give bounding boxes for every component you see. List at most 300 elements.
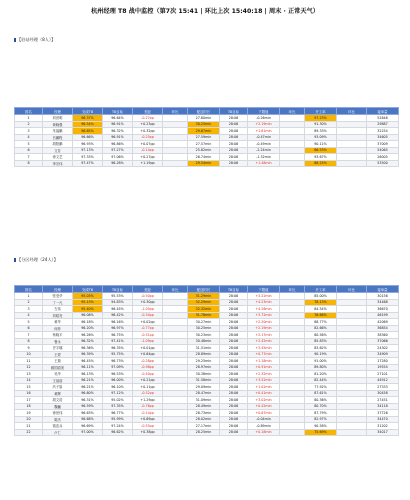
table-cell: 黄华 [43, 319, 73, 326]
column-header: 下限值 [248, 108, 280, 115]
table-cell: 16 [15, 390, 43, 397]
table-cell: 38360 [367, 332, 399, 339]
table-cell: 96.62% [103, 429, 133, 436]
table-cell: 陈杰 [43, 416, 73, 423]
table-cell: +1.19pp [133, 160, 163, 167]
table-cell: 21 [15, 423, 43, 430]
table-cell: 37726 [367, 410, 399, 417]
table-cell: -2.24min [248, 147, 280, 154]
table-cell: 28:06 [220, 147, 248, 154]
table-cell: 34017 [367, 429, 399, 436]
table-cell: 7 [15, 332, 43, 339]
table-cell: 11 [15, 358, 43, 365]
table-cell: +2.19min [248, 121, 280, 128]
table-cell: 朱福鹏 [43, 128, 73, 135]
table-cell: 28:06 [220, 312, 248, 319]
table-cell: 37009 [367, 141, 399, 148]
table-cell: 96.13% [73, 371, 103, 378]
table-cell: 34468 [367, 299, 399, 306]
table-cell: 96.68% [73, 416, 103, 423]
table-cell: 97.00% [73, 429, 103, 436]
table-cell: +0.38pp [133, 429, 163, 436]
column-header: 环比 [163, 286, 188, 293]
table-cell: 52846 [367, 115, 399, 122]
table-cell: +0.64pp [133, 351, 163, 358]
column-header: 排名 [15, 286, 43, 293]
table-cell: 丁一凡 [43, 299, 73, 306]
table-cell: 28:06 [220, 325, 248, 332]
table-cell: 76.68% [305, 312, 337, 319]
table-cell: 黄晓强 [43, 121, 73, 128]
table-cell: 96.45% [103, 306, 133, 313]
table-cell: 96.77% [103, 410, 133, 417]
table-cell: +3.52min [248, 377, 280, 384]
section-label-text: 【分区经理（24人）】 [17, 257, 58, 262]
table-cell [280, 160, 305, 167]
table-cell: 54065 [367, 147, 399, 154]
table-cell: 97.47% [73, 160, 103, 167]
table-cell: 96.32% [103, 128, 133, 135]
table-cell: 29.67min [188, 128, 220, 135]
table-cell: 80.56% [305, 332, 337, 339]
table-cell: 18 [15, 403, 43, 410]
table-cell: 28:06 [220, 403, 248, 410]
table-cell: 25.82min [188, 147, 220, 154]
table-cell: 78.13% [305, 299, 337, 306]
table-cell: 王蓓蓓 [43, 377, 73, 384]
table-cell: 28:06 [220, 384, 248, 391]
table-cell: 3 [15, 306, 43, 313]
table-cell: +0.69pp [133, 416, 163, 423]
table-cell: 9 [15, 345, 43, 352]
table-cell: 14 [15, 377, 43, 384]
table-cell: 28:06 [220, 364, 248, 371]
table-cell: +0.23pp [133, 121, 163, 128]
table-cell: 3 [15, 128, 43, 135]
table-cell: 90.19% [305, 351, 337, 358]
table-cell: +0.32pp [133, 128, 163, 135]
table-cell: 84.54% [305, 306, 337, 313]
table-cell: 95.53% [103, 293, 133, 300]
table-cell [163, 160, 188, 167]
table-cell: 28:06 [220, 134, 248, 141]
table-cell: 31.58min [188, 377, 220, 384]
table-cell: 27451 [367, 397, 399, 404]
table-cell: -0.50pp [133, 293, 163, 300]
table-cell: 32254 [367, 128, 399, 135]
column-header: 完成T8 [73, 108, 103, 115]
table-cell: 李宗伟 [43, 160, 73, 167]
table-cell: 91.30% [305, 121, 337, 128]
table-cell: +3.02min [248, 397, 280, 404]
table-row [15, 429, 399, 436]
table-cell: -0.49min [248, 141, 280, 148]
table-cell: 28:06 [220, 358, 248, 365]
table-cell: 95.99% [103, 416, 133, 423]
table-cell: 30458 [367, 390, 399, 397]
table-cell: 17280 [367, 358, 399, 365]
table-cell: 27.57min [188, 141, 220, 148]
table-cell: +3.22min [248, 293, 280, 300]
column-header: 差距 [133, 286, 163, 293]
table-cell: 5 [15, 319, 43, 326]
table-cell: 7 [15, 154, 43, 161]
table-cell: 44912 [367, 377, 399, 384]
table-cell: 31.51min [188, 345, 220, 352]
table-cell: 96.31% [73, 397, 103, 404]
district-manager-table [14, 285, 399, 436]
table-cell: 6 [15, 325, 43, 332]
table-cell: 32.32min [188, 306, 220, 313]
table-cell: 96.16% [103, 319, 133, 326]
table-cell: +0.77min [248, 351, 280, 358]
table-cell: +2.42min [248, 338, 280, 345]
table-cell: 80.36% [305, 397, 337, 404]
table-cell: 95.75% [103, 351, 133, 358]
table-cell: -0.52pp [133, 390, 163, 397]
table-cell: 28:06 [220, 154, 248, 161]
table-cell: 96.91% [103, 134, 133, 141]
table-cell: 王蒙 [43, 351, 73, 358]
table-cell: +3.72min [248, 312, 280, 319]
column-header: 排名 [15, 108, 43, 115]
table-cell: 96.93% [73, 141, 103, 148]
table-cell: 93.09% [305, 134, 337, 141]
table-cell: 顾国清美 [43, 364, 73, 371]
table-cell: 28:06 [220, 410, 248, 417]
table-cell: 88.25% [305, 160, 337, 167]
table-cell: 4 [15, 134, 43, 141]
table-cell: 91.00% [305, 358, 337, 365]
table-cell: 96.59% [73, 403, 103, 410]
table-cell: 94.83% [103, 299, 133, 306]
table-cell: 96.35% [103, 345, 133, 352]
table-cell: 31.09min [188, 397, 220, 404]
table-cell: 36854 [367, 325, 399, 332]
table-cell: 28:06 [220, 121, 248, 128]
table-cell: 28:06 [220, 416, 248, 423]
column-header: T8目标 [220, 286, 248, 293]
table-cell: 22 [15, 429, 43, 436]
table-cell: 27.80min [188, 115, 220, 122]
table-cell: 10 [15, 351, 43, 358]
section-label-district-managers [14, 257, 58, 263]
table-cell: 31202 [367, 423, 399, 430]
table-cell: 37066 [367, 338, 399, 345]
table-cell: -1.32min [248, 154, 280, 161]
table-body [15, 293, 399, 436]
table-cell: 28:06 [220, 338, 248, 345]
table-cell: 96.32% [73, 338, 103, 345]
table-cell: 27.17min [188, 423, 220, 430]
column-header: T8目标 [103, 108, 133, 115]
table-cell: 96.54% [73, 121, 103, 128]
table-cell: 30.38min [188, 371, 220, 378]
table-cell: 28:06 [220, 423, 248, 430]
table-cell: 28:06 [220, 377, 248, 384]
table-cell [337, 429, 367, 436]
table-cell: 28:06 [220, 128, 248, 135]
table-cell: 96.21% [73, 384, 103, 391]
table-cell: 97.41% [103, 338, 133, 345]
table-cell: 4 [15, 312, 43, 319]
table-row [15, 160, 399, 167]
column-header: 接单量 [367, 108, 399, 115]
table-cell: 53500 [367, 160, 399, 167]
table-cell: 卢仁 [43, 429, 73, 436]
table-cell: 90.58% [305, 423, 337, 430]
table-cell: -0.27pp [133, 115, 163, 122]
table-cell: 28:06 [220, 319, 248, 326]
table-cell: 何菲 [43, 325, 73, 332]
table-cell: 胡文浩 [43, 397, 73, 404]
table-cell: 96.21% [73, 377, 103, 384]
table-cell: 34605 [367, 134, 399, 141]
table-cell: 胡阳鹏 [43, 141, 73, 148]
table-cell: 6 [15, 147, 43, 154]
section-label-station-managers [14, 37, 55, 43]
table-cell: 28.89min [188, 351, 220, 358]
table-cell: 19554 [367, 364, 399, 371]
table-cell: 89.80% [305, 364, 337, 371]
table-cell: 97.13% [73, 147, 103, 154]
table-cell: 42069 [367, 319, 399, 326]
table-cell: 钱忠兵 [43, 423, 73, 430]
table-cell: 96.28% [103, 160, 133, 167]
table-cell: -0.14pp [133, 147, 163, 154]
table-cell: 刘世明 [43, 115, 73, 122]
table-cell [163, 429, 188, 436]
table-cell: -0.98pp [133, 364, 163, 371]
table-cell: -0.77pp [133, 325, 163, 332]
table-cell: 徐文艺 [43, 154, 73, 161]
table-cell: 24302 [367, 345, 399, 352]
column-header: 接单量 [367, 286, 399, 293]
table-cell: 86.53% [305, 147, 337, 154]
table-cell: 2 [15, 121, 43, 128]
table-cell: 29.25min [188, 358, 220, 365]
table-cell: 81.20% [305, 371, 337, 378]
table-cell: +0.11pp [133, 384, 163, 391]
table-cell: 27101 [367, 371, 399, 378]
table-cell: 5 [15, 141, 43, 148]
table-cell: 12 [15, 364, 43, 371]
column-header: 环比 [280, 108, 305, 115]
table-cell: +2.20min [248, 319, 280, 326]
table-cell: 29.09min [188, 384, 220, 391]
table-cell: +0.01pp [133, 345, 163, 352]
table-cell: 77.92% [305, 384, 337, 391]
table-cell: 28:06 [220, 332, 248, 339]
table-cell: 28:06 [220, 306, 248, 313]
table-cell [337, 160, 367, 167]
table-cell: 97.06% [103, 154, 133, 161]
table-cell: 28.49min [188, 403, 220, 410]
table-cell: +2.17min [248, 332, 280, 339]
column-header: 环比 [280, 286, 305, 293]
table-cell: 28.25min [188, 429, 220, 436]
table-cell: 冯子原 [43, 384, 73, 391]
table-cell: 吴华 [43, 371, 73, 378]
column-header: 配送时长 [188, 108, 220, 115]
table-body [15, 115, 399, 167]
table-cell: 史宇娜 [43, 345, 73, 352]
table-cell: 96.53% [103, 371, 133, 378]
table-cell: 96.37% [73, 115, 103, 122]
table-cell: +4.26min [248, 306, 280, 313]
column-header: 环比 [337, 108, 367, 115]
table-cell: 96.39% [73, 351, 103, 358]
table-cell: 20 [15, 416, 43, 423]
table-cell: 26.74min [188, 154, 220, 161]
column-header: 开工率 [305, 108, 337, 115]
table-cell: 96.66% [73, 134, 103, 141]
table-cell: 34470 [367, 416, 399, 423]
column-header: 差距 [133, 108, 163, 115]
column-header: T8目标 [103, 286, 133, 293]
table-cell: -0.26min [248, 115, 280, 122]
table-cell: 97.09% [103, 364, 133, 371]
column-header: 环比 [163, 108, 188, 115]
table-cell: 28:06 [220, 390, 248, 397]
table-cell: 36670 [367, 306, 399, 313]
table-cell: +0.67min [248, 410, 280, 417]
table-cell: +0.21pp [133, 377, 163, 384]
table-cell: 29.54min [188, 160, 220, 167]
column-header: 下限值 [248, 286, 280, 293]
table-cell: 15 [15, 384, 43, 391]
table-cell: +1.18min [248, 358, 280, 365]
table-cell: 30156 [367, 293, 399, 300]
table-cell: 96.36% [73, 345, 103, 352]
table-cell: 75.69% [305, 429, 337, 436]
table-cell: 魏巍 [43, 403, 73, 410]
table-cell: 96.10% [103, 384, 133, 391]
table-cell: 95.13% [73, 299, 103, 306]
station-manager-table [14, 107, 399, 167]
column-header: 环比 [337, 286, 367, 293]
table-cell: 80.70% [305, 403, 337, 410]
table-cell: -0.40pp [133, 371, 163, 378]
table-cell: 31.29min [188, 293, 220, 300]
table-cell: 8 [15, 160, 43, 167]
table-cell: +1.02min [248, 384, 280, 391]
table-cell: -0.55pp [133, 423, 163, 430]
table-cell: 28:06 [220, 351, 248, 358]
column-header: 经理 [43, 286, 73, 293]
table-cell: 29887 [367, 121, 399, 128]
table-cell: 96.08% [73, 312, 103, 319]
table-cell: +0.07pp [133, 141, 163, 148]
table-cell: 28:06 [220, 160, 248, 167]
table-cell: -0.14pp [133, 410, 163, 417]
table-cell: 13 [15, 371, 43, 378]
table-cell: 83.62% [305, 345, 337, 352]
page-title: 杭州经理 T8 战中监控（第7次 15:41 | 环比上次 15:40:18 | 周末 · 正常天气） [91, 8, 319, 15]
column-header: 开工率 [305, 286, 337, 293]
table-cell: 鲁永 [43, 338, 73, 345]
table-cell: 96.20% [73, 325, 103, 332]
table-cell: 28:06 [220, 397, 248, 404]
table-cell: -0.47min [248, 134, 280, 141]
table-cell: 26005 [367, 154, 399, 161]
table-cell: 87.61% [305, 390, 337, 397]
table-cell: 96.60% [73, 390, 103, 397]
table-cell: 28:06 [220, 299, 248, 306]
table-cell: 96.64% [103, 115, 133, 122]
table-cell: 97.24% [103, 423, 133, 430]
table-cell: 95.40% [73, 306, 103, 313]
table-cell: +4.23min [248, 299, 280, 306]
table-cell: +0.42min [248, 403, 280, 410]
table-cell: 85.00% [305, 293, 337, 300]
table-cell: 97.33% [73, 154, 103, 161]
table-cell: 1 [15, 115, 43, 122]
table-cell: 30.23min [188, 332, 220, 339]
table-cell: 2 [15, 299, 43, 306]
column-header: 配送时长 [188, 286, 220, 293]
table-cell: 34909 [367, 351, 399, 358]
table-cell: 90.11% [305, 141, 337, 148]
table-cell: 85.83% [305, 338, 337, 345]
section-marker [14, 258, 16, 262]
table-cell: 王瑞 [43, 358, 73, 365]
table-cell: +1.48min [248, 160, 280, 167]
table-cell: 93.67% [305, 154, 337, 161]
table-cell: 32.29min [188, 299, 220, 306]
table-cell: 28.97min [188, 364, 220, 371]
table-cell: 张莹华 [43, 293, 73, 300]
table-cell: 95.02% [103, 397, 133, 404]
table-cell: 28:06 [220, 345, 248, 352]
table-cell: 27333 [367, 384, 399, 391]
table-cell: 文芳 [43, 147, 73, 154]
table-cell: 96.69% [73, 423, 103, 430]
section-marker [14, 38, 16, 42]
table-cell: 30.25min [188, 325, 220, 332]
column-header: 经理 [43, 108, 73, 115]
table-cell: +1.61min [248, 128, 280, 135]
table-cell [280, 429, 305, 436]
table-cell: +2.32min [248, 371, 280, 378]
table-cell: 96.75% [103, 332, 133, 339]
table-cell: -0.76pp [133, 403, 163, 410]
table-cell: -0.51pp [133, 332, 163, 339]
table-cell: +2.19min [248, 325, 280, 332]
table-cell: 82.66% [305, 325, 337, 332]
table-cell: 28:06 [220, 115, 248, 122]
table-cell: -1.05pp [133, 306, 163, 313]
table-cell: 28:06 [220, 371, 248, 378]
table-cell: -0.25pp [133, 134, 163, 141]
table-cell: 28:06 [220, 293, 248, 300]
table-cell: -1.09pp [133, 338, 163, 345]
table-cell: 95.03% [73, 293, 103, 300]
table-cell: 87.79% [305, 410, 337, 417]
table-cell: 30.48min [188, 338, 220, 345]
section-label-text: 【驻站经理（8人）】 [17, 37, 56, 42]
table-cell: 96.65% [73, 128, 103, 135]
table-cell: 28:06 [220, 429, 248, 436]
table-cell: 82.44% [305, 377, 337, 384]
table-cell: 96.11% [73, 364, 103, 371]
table-cell: +0.18min [248, 429, 280, 436]
table-cell: 96.42% [103, 312, 133, 319]
table-cell: +0.41min [248, 390, 280, 397]
table-cell: -0.34pp [133, 312, 163, 319]
table-cell: 96.00% [103, 377, 133, 384]
table-cell: 28:06 [220, 141, 248, 148]
